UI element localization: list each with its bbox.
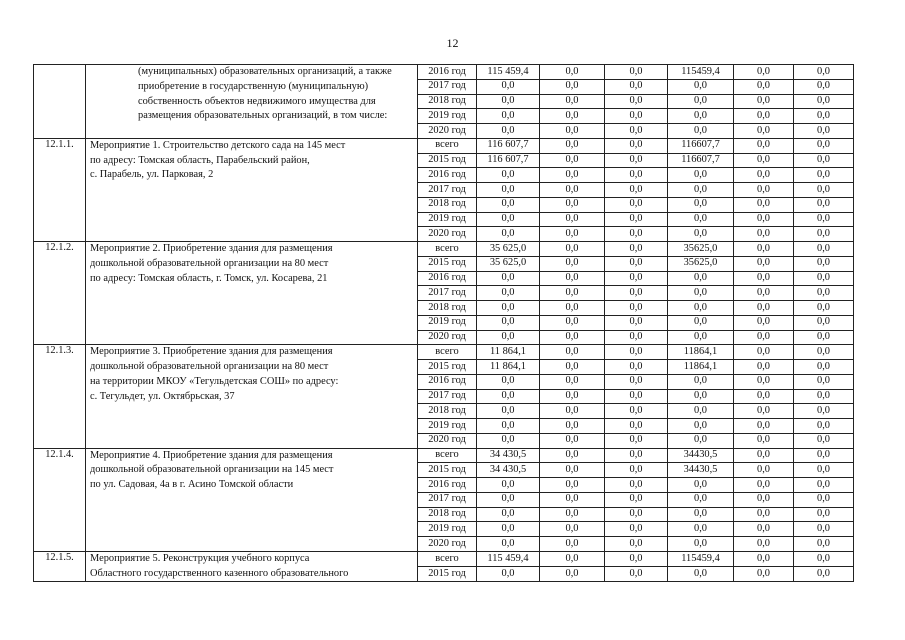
regional-value: 0,0	[668, 183, 734, 198]
federal-value: 0,0	[540, 242, 605, 257]
federal-2-value: 0,0	[605, 286, 668, 301]
federal-value: 0,0	[540, 212, 605, 227]
description-line: Мероприятие 3. Приобретение здания для размещения	[90, 346, 333, 358]
year-label: 2018 год	[418, 507, 477, 522]
federal-value: 0,0	[540, 183, 605, 198]
local-value: 0,0	[734, 256, 794, 271]
federal-2-value: 0,0	[605, 478, 668, 493]
federal-value: 0,0	[540, 463, 605, 478]
federal-2-value: 0,0	[605, 256, 668, 271]
other-value: 0,0	[794, 345, 854, 360]
year-label: 2019 год	[418, 522, 477, 537]
federal-2-value: 0,0	[605, 124, 668, 139]
description-line: дошкольной образовательной организации на 80 мест	[90, 257, 329, 269]
local-value: 0,0	[734, 330, 794, 345]
other-value: 0,0	[794, 271, 854, 286]
total-value: 0,0	[477, 183, 540, 198]
local-value: 0,0	[734, 551, 794, 566]
federal-2-value: 0,0	[605, 168, 668, 183]
other-value: 0,0	[794, 463, 854, 478]
regional-value: 0,0	[668, 522, 734, 537]
regional-value: 115459,4	[668, 551, 734, 566]
regional-value: 34430,5	[668, 448, 734, 463]
total-value: 0,0	[477, 330, 540, 345]
federal-value: 0,0	[540, 168, 605, 183]
year-label: 2018 год	[418, 94, 477, 109]
federal-value: 0,0	[540, 65, 605, 80]
total-value: 0,0	[477, 227, 540, 242]
regional-value: 0,0	[668, 271, 734, 286]
federal-2-value: 0,0	[605, 271, 668, 286]
local-value: 0,0	[734, 433, 794, 448]
item-code: 12.1.4.	[34, 448, 86, 551]
description-line: Мероприятие 2. Приобретение здания для размещения	[90, 243, 333, 254]
total-value: 0,0	[477, 315, 540, 330]
year-label: 2019 год	[418, 212, 477, 227]
federal-2-value: 0,0	[605, 537, 668, 552]
other-value: 0,0	[794, 153, 854, 168]
regional-value: 0,0	[668, 227, 734, 242]
federal-value: 0,0	[540, 124, 605, 139]
year-label: 2016 год	[418, 65, 477, 80]
local-value: 0,0	[734, 168, 794, 183]
table-row	[34, 345, 854, 360]
regional-value: 0,0	[668, 301, 734, 316]
federal-2-value: 0,0	[605, 374, 668, 389]
other-value: 0,0	[794, 183, 854, 198]
regional-value: 0,0	[668, 94, 734, 109]
year-label: 2016 год	[418, 271, 477, 286]
other-value: 0,0	[794, 109, 854, 124]
regional-value: 0,0	[668, 433, 734, 448]
local-value: 0,0	[734, 522, 794, 537]
regional-value: 0,0	[668, 389, 734, 404]
description-line: собственность объектов недвижимого имущества для	[138, 95, 376, 107]
local-value: 0,0	[734, 197, 794, 212]
regional-value: 0,0	[668, 330, 734, 345]
federal-value: 0,0	[540, 79, 605, 94]
regional-value: 0,0	[668, 478, 734, 493]
regional-value: 116607,7	[668, 153, 734, 168]
total-value: 0,0	[477, 522, 540, 537]
item-description	[86, 242, 418, 345]
local-value: 0,0	[734, 227, 794, 242]
year-label: 2020 год	[418, 227, 477, 242]
regional-value: 0,0	[668, 374, 734, 389]
local-value: 0,0	[734, 567, 794, 582]
total-value: 0,0	[477, 507, 540, 522]
regional-value: 116607,7	[668, 138, 734, 153]
description-line: с. Парабель, ул. Парковая, 2	[90, 169, 214, 181]
local-value: 0,0	[734, 345, 794, 360]
total-value: 0,0	[477, 94, 540, 109]
year-label: всего	[418, 138, 477, 153]
other-value: 0,0	[794, 522, 854, 537]
federal-2-value: 0,0	[605, 330, 668, 345]
federal-2-value: 0,0	[605, 197, 668, 212]
other-value: 0,0	[794, 537, 854, 552]
regional-value: 0,0	[668, 419, 734, 434]
federal-value: 0,0	[540, 389, 605, 404]
other-value: 0,0	[794, 478, 854, 493]
federal-value: 0,0	[540, 345, 605, 360]
total-value: 116 607,7	[477, 153, 540, 168]
description-line: Мероприятие 4. Приобретение здания для размещения	[90, 449, 333, 461]
year-label: 2018 год	[418, 301, 477, 316]
local-value: 0,0	[734, 109, 794, 124]
year-label: 2017 год	[418, 492, 477, 507]
local-value: 0,0	[734, 242, 794, 257]
other-value: 0,0	[794, 360, 854, 375]
page-number: 12	[446, 36, 459, 50]
federal-2-value: 0,0	[605, 389, 668, 404]
regional-value: 115459,4	[668, 65, 734, 80]
local-value: 0,0	[734, 138, 794, 153]
other-value: 0,0	[794, 448, 854, 463]
regional-value: 0,0	[668, 286, 734, 301]
total-value: 0,0	[477, 478, 540, 493]
regional-value: 0,0	[668, 197, 734, 212]
federal-2-value: 0,0	[605, 65, 668, 80]
description-line: (муниципальных) образовательных организаций, а также	[138, 66, 392, 77]
table-row	[34, 242, 854, 257]
year-label: 2015 год	[418, 463, 477, 478]
year-label: 2019 год	[418, 315, 477, 330]
federal-value: 0,0	[540, 507, 605, 522]
item-description	[86, 138, 418, 241]
budget-body	[34, 65, 854, 582]
other-value: 0,0	[794, 94, 854, 109]
year-label: 2019 год	[418, 419, 477, 434]
local-value: 0,0	[734, 301, 794, 316]
federal-value: 0,0	[540, 197, 605, 212]
regional-value: 0,0	[668, 492, 734, 507]
total-value: 11 864,1	[477, 360, 540, 375]
local-value: 0,0	[734, 124, 794, 139]
other-value: 0,0	[794, 330, 854, 345]
local-value: 0,0	[734, 286, 794, 301]
description-line: дошкольной образовательной организации на 80 мест	[90, 361, 329, 373]
table-row	[34, 65, 854, 80]
local-value: 0,0	[734, 360, 794, 375]
federal-value: 0,0	[540, 109, 605, 124]
year-label: всего	[418, 448, 477, 463]
description-line: по адресу: Томская область, г. Томск, ул. Косарева, 21	[90, 272, 328, 284]
regional-value: 35625,0	[668, 256, 734, 271]
total-value: 34 430,5	[477, 463, 540, 478]
other-value: 0,0	[794, 567, 854, 582]
federal-value: 0,0	[540, 360, 605, 375]
other-value: 0,0	[794, 404, 854, 419]
federal-2-value: 0,0	[605, 507, 668, 522]
local-value: 0,0	[734, 212, 794, 227]
other-value: 0,0	[794, 389, 854, 404]
federal-value: 0,0	[540, 315, 605, 330]
federal-2-value: 0,0	[605, 404, 668, 419]
description-line: размещения образовательных организаций, в том числе:	[138, 110, 388, 122]
table-row	[34, 448, 854, 463]
local-value: 0,0	[734, 271, 794, 286]
total-value: 34 430,5	[477, 448, 540, 463]
federal-value: 0,0	[540, 271, 605, 286]
federal-2-value: 0,0	[605, 153, 668, 168]
total-value: 116 607,7	[477, 138, 540, 153]
year-label: 2018 год	[418, 404, 477, 419]
federal-value: 0,0	[540, 492, 605, 507]
federal-value: 0,0	[540, 94, 605, 109]
federal-2-value: 0,0	[605, 448, 668, 463]
description-line: на территории МКОУ «Тегульдетская СОШ» по адресу:	[90, 375, 339, 387]
other-value: 0,0	[794, 138, 854, 153]
local-value: 0,0	[734, 389, 794, 404]
regional-value: 35625,0	[668, 242, 734, 257]
year-label: 2020 год	[418, 124, 477, 139]
federal-2-value: 0,0	[605, 79, 668, 94]
year-label: 2015 год	[418, 153, 477, 168]
other-value: 0,0	[794, 301, 854, 316]
other-value: 0,0	[794, 492, 854, 507]
federal-2-value: 0,0	[605, 345, 668, 360]
description-line: Мероприятие 1. Строительство детского сада на 145 мест	[90, 139, 346, 151]
year-label: 2017 год	[418, 183, 477, 198]
total-value: 0,0	[477, 374, 540, 389]
local-value: 0,0	[734, 478, 794, 493]
year-label: 2017 год	[418, 79, 477, 94]
total-value: 0,0	[477, 168, 540, 183]
year-label: 2017 год	[418, 389, 477, 404]
table-row	[34, 138, 854, 153]
total-value: 35 625,0	[477, 242, 540, 257]
year-label: 2016 год	[418, 478, 477, 493]
federal-value: 0,0	[540, 419, 605, 434]
local-value: 0,0	[734, 448, 794, 463]
local-value: 0,0	[734, 404, 794, 419]
item-description	[86, 65, 418, 139]
local-value: 0,0	[734, 492, 794, 507]
description-line: приобретение в государственную (муниципальную)	[138, 80, 369, 92]
federal-2-value: 0,0	[605, 551, 668, 566]
regional-value: 0,0	[668, 109, 734, 124]
other-value: 0,0	[794, 197, 854, 212]
item-description	[86, 448, 418, 551]
federal-value: 0,0	[540, 537, 605, 552]
total-value: 0,0	[477, 404, 540, 419]
regional-value: 0,0	[668, 168, 734, 183]
federal-2-value: 0,0	[605, 227, 668, 242]
federal-value: 0,0	[540, 433, 605, 448]
table-row	[34, 551, 854, 566]
regional-value: 0,0	[668, 124, 734, 139]
item-code: 12.1.5.	[34, 551, 86, 582]
year-label: 2015 год	[418, 360, 477, 375]
year-label: 2017 год	[418, 286, 477, 301]
total-value: 0,0	[477, 197, 540, 212]
local-value: 0,0	[734, 153, 794, 168]
other-value: 0,0	[794, 551, 854, 566]
federal-2-value: 0,0	[605, 492, 668, 507]
description-line: по ул. Садовая, 4а в г. Асино Томской области	[90, 479, 294, 491]
other-value: 0,0	[794, 65, 854, 80]
other-value: 0,0	[794, 315, 854, 330]
federal-value: 0,0	[540, 301, 605, 316]
federal-2-value: 0,0	[605, 522, 668, 537]
year-label: 2020 год	[418, 330, 477, 345]
regional-value: 0,0	[668, 212, 734, 227]
year-label: всего	[418, 551, 477, 566]
description-line: с. Тегульдет, ул. Октябрьская, 37	[90, 390, 235, 402]
local-value: 0,0	[734, 537, 794, 552]
federal-value: 0,0	[540, 286, 605, 301]
other-value: 0,0	[794, 168, 854, 183]
year-label: 2015 год	[418, 256, 477, 271]
total-value: 35 625,0	[477, 256, 540, 271]
description-line: по адресу: Томская область, Парабельский район,	[90, 154, 310, 166]
federal-2-value: 0,0	[605, 242, 668, 257]
other-value: 0,0	[794, 212, 854, 227]
other-value: 0,0	[794, 124, 854, 139]
other-value: 0,0	[794, 419, 854, 434]
federal-value: 0,0	[540, 478, 605, 493]
item-description	[86, 551, 418, 582]
federal-2-value: 0,0	[605, 138, 668, 153]
regional-value: 0,0	[668, 537, 734, 552]
local-value: 0,0	[734, 79, 794, 94]
other-value: 0,0	[794, 242, 854, 257]
other-value: 0,0	[794, 227, 854, 242]
federal-value: 0,0	[540, 374, 605, 389]
federal-value: 0,0	[540, 256, 605, 271]
local-value: 0,0	[734, 463, 794, 478]
other-value: 0,0	[794, 286, 854, 301]
regional-value: 0,0	[668, 315, 734, 330]
federal-2-value: 0,0	[605, 463, 668, 478]
federal-value: 0,0	[540, 448, 605, 463]
federal-2-value: 0,0	[605, 360, 668, 375]
regional-value: 0,0	[668, 79, 734, 94]
local-value: 0,0	[734, 507, 794, 522]
year-label: 2016 год	[418, 168, 477, 183]
item-code: 12.1.2.	[34, 242, 86, 345]
federal-value: 0,0	[540, 330, 605, 345]
year-label: 2018 год	[418, 197, 477, 212]
total-value: 0,0	[477, 389, 540, 404]
year-label: всего	[418, 345, 477, 360]
federal-value: 0,0	[540, 153, 605, 168]
federal-2-value: 0,0	[605, 94, 668, 109]
other-value: 0,0	[794, 256, 854, 271]
regional-value: 11864,1	[668, 345, 734, 360]
other-value: 0,0	[794, 374, 854, 389]
regional-value: 34430,5	[668, 463, 734, 478]
regional-value: 0,0	[668, 507, 734, 522]
description-line: Мероприятие 5. Реконструкция учебного корпуса	[90, 552, 310, 564]
regional-value: 11864,1	[668, 360, 734, 375]
year-label: 2015 год	[418, 567, 477, 582]
total-value: 0,0	[477, 301, 540, 316]
local-value: 0,0	[734, 65, 794, 80]
total-value: 0,0	[477, 433, 540, 448]
total-value: 0,0	[477, 492, 540, 507]
local-value: 0,0	[734, 315, 794, 330]
total-value: 0,0	[477, 271, 540, 286]
federal-value: 0,0	[540, 227, 605, 242]
federal-value: 0,0	[540, 522, 605, 537]
year-label: 2016 год	[418, 374, 477, 389]
regional-value: 0,0	[668, 404, 734, 419]
item-code	[34, 65, 86, 139]
federal-2-value: 0,0	[605, 567, 668, 582]
federal-2-value: 0,0	[605, 301, 668, 316]
description-line: дошкольной образовательной организации на 145 мест	[90, 464, 334, 476]
year-label: 2019 год	[418, 109, 477, 124]
local-value: 0,0	[734, 419, 794, 434]
total-value: 0,0	[477, 419, 540, 434]
year-label: 2020 год	[418, 433, 477, 448]
federal-value: 0,0	[540, 567, 605, 582]
total-value: 0,0	[477, 537, 540, 552]
regional-value: 0,0	[668, 567, 734, 582]
budget-table	[33, 64, 854, 582]
total-value: 0,0	[477, 212, 540, 227]
total-value: 11 864,1	[477, 345, 540, 360]
other-value: 0,0	[794, 433, 854, 448]
federal-2-value: 0,0	[605, 183, 668, 198]
total-value: 0,0	[477, 567, 540, 582]
year-label: 2020 год	[418, 537, 477, 552]
local-value: 0,0	[734, 94, 794, 109]
total-value: 115 459,4	[477, 551, 540, 566]
federal-2-value: 0,0	[605, 433, 668, 448]
local-value: 0,0	[734, 183, 794, 198]
year-label: всего	[418, 242, 477, 257]
other-value: 0,0	[794, 79, 854, 94]
total-value: 0,0	[477, 124, 540, 139]
federal-2-value: 0,0	[605, 315, 668, 330]
total-value: 0,0	[477, 109, 540, 124]
total-value: 115 459,4	[477, 65, 540, 80]
federal-2-value: 0,0	[605, 419, 668, 434]
federal-2-value: 0,0	[605, 212, 668, 227]
federal-2-value: 0,0	[605, 109, 668, 124]
total-value: 0,0	[477, 79, 540, 94]
federal-value: 0,0	[540, 404, 605, 419]
item-code: 12.1.3.	[34, 345, 86, 448]
local-value: 0,0	[734, 374, 794, 389]
other-value: 0,0	[794, 507, 854, 522]
total-value: 0,0	[477, 286, 540, 301]
description-line: Областного государственного казенного образовательного	[90, 567, 349, 579]
item-description	[86, 345, 418, 448]
federal-value: 0,0	[540, 551, 605, 566]
federal-value: 0,0	[540, 138, 605, 153]
item-code: 12.1.1.	[34, 138, 86, 241]
